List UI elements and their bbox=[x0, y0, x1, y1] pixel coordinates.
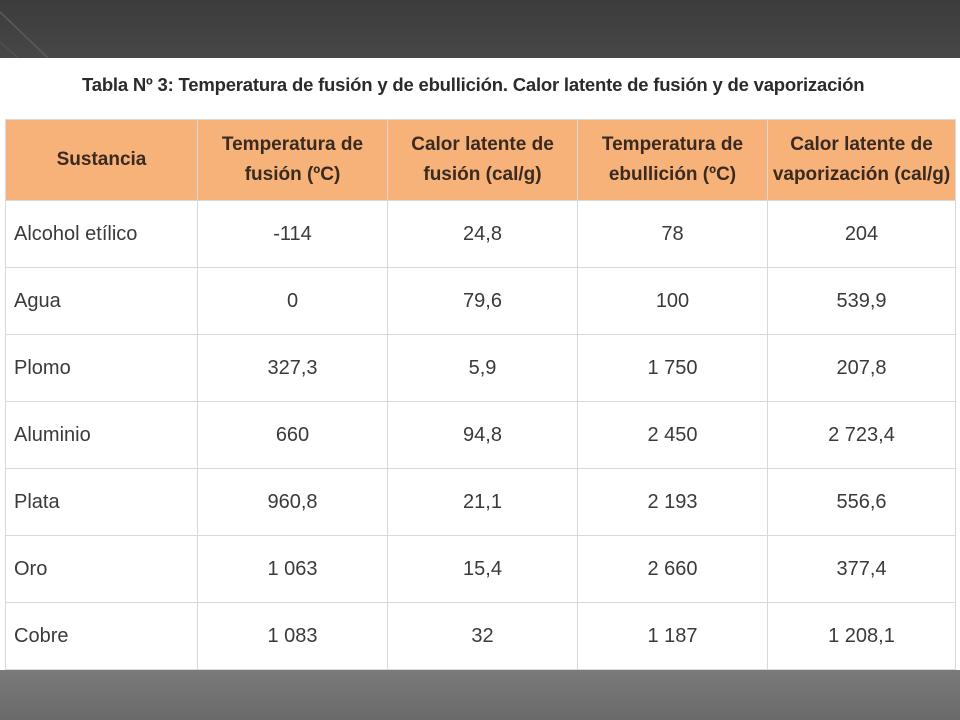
cell-latent-vaporization: 207,8 bbox=[768, 335, 956, 402]
cell-melting-temp: 1 063 bbox=[198, 536, 388, 603]
cell-boiling-temp: 100 bbox=[578, 268, 768, 335]
cell-melting-temp: 0 bbox=[198, 268, 388, 335]
cell-latent-vaporization: 556,6 bbox=[768, 469, 956, 536]
cell-boiling-temp: 78 bbox=[578, 201, 768, 268]
cell-melting-temp: -114 bbox=[198, 201, 388, 268]
table-row bbox=[6, 201, 956, 268]
cell-substance: Aluminio bbox=[6, 402, 198, 469]
cell-melting-temp: 1 083 bbox=[198, 603, 388, 670]
cell-boiling-temp: 2 193 bbox=[578, 469, 768, 536]
cell-latent-vaporization: 1 208,1 bbox=[768, 603, 956, 670]
table-row bbox=[6, 335, 956, 402]
cell-latent-fusion: 21,1 bbox=[388, 469, 578, 536]
cell-boiling-temp: 2 450 bbox=[578, 402, 768, 469]
table-row bbox=[6, 268, 956, 335]
cell-latent-fusion: 79,6 bbox=[388, 268, 578, 335]
table-header-row bbox=[6, 120, 956, 201]
cell-latent-fusion: 15,4 bbox=[388, 536, 578, 603]
cell-latent-vaporization: 377,4 bbox=[768, 536, 956, 603]
table-row bbox=[6, 536, 956, 603]
cell-substance: Agua bbox=[6, 268, 198, 335]
header-latent-heat-fusion: Calor latente de fusión (cal/g) bbox=[388, 120, 578, 201]
cell-latent-vaporization: 539,9 bbox=[768, 268, 956, 335]
cell-latent-fusion: 94,8 bbox=[388, 402, 578, 469]
header-latent-heat-vaporization: Calor latente de vaporización (cal/g) bbox=[768, 120, 956, 201]
cell-melting-temp: 327,3 bbox=[198, 335, 388, 402]
cell-boiling-temp: 1 187 bbox=[578, 603, 768, 670]
bottom-decorative-band bbox=[0, 670, 960, 720]
slide-content bbox=[0, 58, 960, 670]
cell-latent-fusion: 32 bbox=[388, 603, 578, 670]
cell-substance: Alcohol etílico bbox=[6, 201, 198, 268]
cell-boiling-temp: 1 750 bbox=[578, 335, 768, 402]
table-row bbox=[6, 402, 956, 469]
cell-substance: Plata bbox=[6, 469, 198, 536]
table-row bbox=[6, 603, 956, 670]
header-substance: Sustancia bbox=[6, 120, 198, 201]
cell-substance: Oro bbox=[6, 536, 198, 603]
table-caption: Tabla Nº 3: Temperatura de fusión y de ebullición. Calor latente de fusión y de vaporización bbox=[82, 74, 865, 95]
cell-substance: Cobre bbox=[6, 603, 198, 670]
table-row bbox=[6, 469, 956, 536]
cell-boiling-temp: 2 660 bbox=[578, 536, 768, 603]
fusion-boiling-table bbox=[5, 119, 956, 670]
cell-melting-temp: 960,8 bbox=[198, 469, 388, 536]
header-boiling-temp: Temperatura de ebullición (ºC) bbox=[578, 120, 768, 201]
cell-latent-fusion: 24,8 bbox=[388, 201, 578, 268]
cell-latent-vaporization: 2 723,4 bbox=[768, 402, 956, 469]
cell-substance: Plomo bbox=[6, 335, 198, 402]
cell-latent-fusion: 5,9 bbox=[388, 335, 578, 402]
header-melting-temp: Temperatura de fusión (ºC) bbox=[198, 120, 388, 201]
cell-latent-vaporization: 204 bbox=[768, 201, 956, 268]
cell-melting-temp: 660 bbox=[198, 402, 388, 469]
